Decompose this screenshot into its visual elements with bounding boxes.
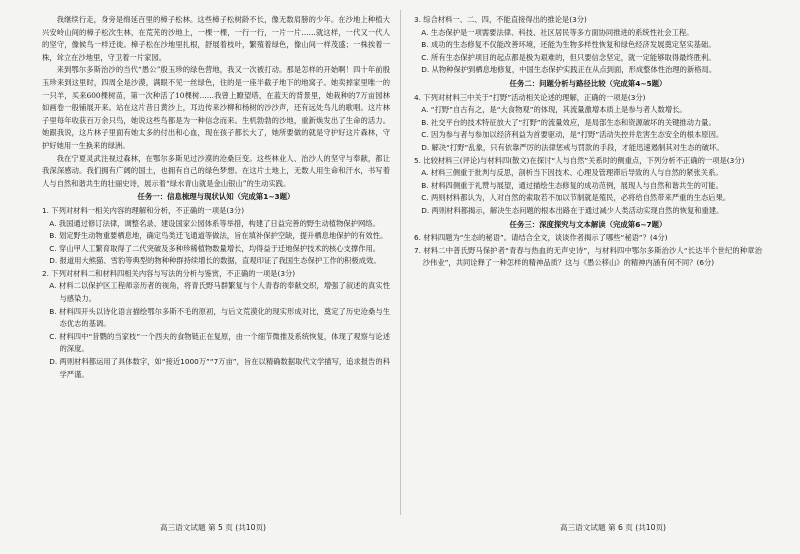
question-3 — [414, 14, 762, 77]
column-divider — [400, 10, 401, 515]
passage-paragraph: 我在宁夏灵武注视过森林，在鄂尔多斯见过沙漠的沧桑巨变。这些林业人、治沙人的坚守与奉献，都让我深深感动。我们拥有广阔的国土，也拥有自己的绿色梦想。在这片土地上，无数人用生命和汗水，书写着人与自然和谐共生的壮丽史诗，展示着“绿水青山就是金山银山”的生动实践。 — [42, 153, 390, 188]
option-a: A. 生态保护是一项需要法律、科技、社区居民等多方面协同推进的系统性社会工程。 — [421, 27, 694, 37]
option-b: B. 成功的生态修复不仅能改善环境，还能为生物多样性恢复和绿色经济发展奠定坚实基础。 — [421, 40, 716, 50]
question-stem: 3. 综合材料一、二、四，不能直接得出的推论是(3分) — [414, 15, 587, 24]
question-stem: 1. 下列对材料一相关内容的理解和分析，不正确的一项是(3分) — [42, 205, 245, 215]
question-stem: 4. 下列对材料三中关于“打野”活动相关论述的理解，正确的一项是(3分) — [414, 92, 646, 102]
passage-paragraph: 我继续行走，身旁是绵延百里的樟子松林。这些樟子松树龄不长，像无数肩膀的少年。在沙地上种植大兴安岭山间的樟子松次生林，在荒芜的沙地上，一棵一棵，一行一行，一片一片……就这样，一代又一代人的坚守，像候鸟一样迁徙。樟子松在沙地里扎根，舒展着枝叶，繁殖着绿色，像山间一样茂盛；一株挨着一株，耸立在沙地里，守卫着一片家园。 — [42, 15, 390, 62]
option-a: A. “打野”自古有之，是“大食物观”的体现，其流量激增本质上是参与者人数增长。 — [421, 105, 687, 115]
task-heading: 任务三：深度探究与文本解读（完成第6~7题） — [509, 219, 667, 229]
question-5 — [414, 155, 762, 218]
option-d: D. 解决“打野”乱象，只有依靠严厉的法律惩戒与罚款的手段，才能迅速遏制其对生态的破坏。 — [421, 142, 724, 152]
option-b: B. 划定野生动物重要栖息地，确定鸟类迁飞通道等做法，旨在填补保护空缺，提升栖息地保护的有效性。 — [49, 231, 388, 241]
task-heading: 任务一：信息梳理与现状认知（完成第1~3题） — [137, 192, 295, 202]
question-7: 7. 材料二中普氏野马保护者“青春与热血的无声史诗”，与材料四中鄂尔多斯治沙人“长达半个世纪的种章治沙伟业”，共同诠释了一种怎样的精神品质？这与《愚公移山》的精神内涵有何不同？(6分) — [414, 245, 762, 268]
question-stem: 5. 比较材料三(评论)与材料四(散文)在探讨“人与自然”关系时的侧重点，下列分析不正确的一项是(3分) — [414, 155, 745, 165]
option-a: A. 材料二以保护区工程师亲历者的视角，将青氏野马群繁复与个人青春的奉献交织，增强了叙述的真实性与感染力。 — [49, 281, 390, 304]
option-b: B. 社交平台的技术特征放大了“打野”的流量效应，是局部生态和资源破坏的关键推动力量。 — [421, 117, 716, 127]
option-b: B. 材料四开头以诗化语言描绘鄂尔多斯不毛的原初，与后文荒漠化的现实形成对比，奠定了历史沧桑与生态优志的基调。 — [49, 306, 390, 329]
page-footer-right: 高三语文试题 第 6 页 (共10页) — [560, 523, 667, 532]
left-column — [42, 14, 390, 381]
page-footer-left: 高三语文试题 第 5 页 (共10页) — [160, 523, 267, 532]
option-d: D. 两则材料都运用了具体数字，如“接近1000万”“7万亩”，旨在以精确数据取代文学描写，追求报告的科学严谨。 — [49, 357, 390, 379]
option-c: C. 所有生态保护项目的起点都是极为艰难的，但只要信念坚定，就一定能够取得最终胜利。 — [421, 52, 716, 62]
option-b: B. 材料四侧重于礼赞与展望，通过描绘生态修复的成功范例，展现人与自然和谐共生的可能。 — [421, 180, 723, 190]
option-c: C. 两则材料都认为，人对自然的索取若不加以节制就是殖民，必将给自然带来严重的生态后果。 — [421, 193, 731, 203]
question-2 — [42, 268, 390, 381]
option-d: D. 从物种保护到栖息地修复，中国生态保护实践正在从点到面，形成整体性治理的新格局。 — [421, 65, 717, 75]
task-heading: 任务二：问题分析与路径比较（完成第4~5题） — [509, 78, 667, 88]
right-column — [414, 14, 762, 270]
passage-paragraph: 来到鄂尔多斯治沙的当代“愚公”殷玉珍的绿色营地，我又一次被打动。那是怎样的开始啊！四十年前殷玉珍来到这里时，四周全是沙漠，满眼不见一丝绿色，住的是一座半截子地下的地窝子。她卖掉家里唯一的一只羊，买来600棵树苗，第一次种活了10棵树……我曾上瞭望塔，在蓝天的背景里，她栽种的7万亩园林如画卷一般铺展开来。站在这片昔日黄沙上，耳边传来沙柳和杨树的沙沙声，还有远处鸟儿的歌唱。这片林子里每年收获百万余只鸟，她说这些鸟都是为一种信念而来。生机勃勃的沙地，重新焕发出了生命的活力。她跟我说，这片林子里面有她太多的付出和心血，现在孩子都长大了，她所要做的就是守护好这片森林，守护好她用一生换来的绿洲。 — [42, 65, 390, 150]
question-stem: 2. 下列对材料二和材料四相关内容与写法的分析与鉴赏，不正确的一项是(3分) — [42, 268, 296, 278]
option-c: C. 穿山甲人工繁育取得了二代突破及多种珍稀植物数量增长，均得益于迁地保护技术的核心支撑作用。 — [49, 243, 381, 253]
question-6: 6. 材料四题为“生态的秘语”。请结合全文，谈谈作者揭示了哪些“秘语”？(4分) — [414, 233, 668, 243]
option-c: C. 材料四中“昔鹦的当家枝”一个西夫的食物链正在复原，由一个细节微推及系统恢复，体现了观察与论述的深度。 — [49, 331, 390, 354]
option-c: C. 因为参与者与参加以经济利益为首要驱动，是“打野”活动失控并危害生态安全的根本原因。 — [421, 130, 724, 140]
question-4 — [414, 92, 762, 155]
option-d: D. 报道用大熊猫、雪豹等典型的物种种群持续增长的数据，直观印证了我国生态保护工作的积极成效。 — [49, 256, 381, 266]
option-a: A. 材料三侧重于批判与反思，剖析当下因技术、心理及管理滞后导致的人与自然的紧张关系。 — [421, 168, 723, 178]
question-1 — [42, 205, 390, 268]
option-a: A. 我国通过修订法律，调整名录、建设国家公园体系等举措，构建了日益完善的野生动植物保护网络。 — [49, 218, 380, 228]
option-d: D. 两则材料都揭示，解决生态问题的根本出路在于通过减少人类活动实现自然的恢复和重建。 — [421, 205, 724, 215]
